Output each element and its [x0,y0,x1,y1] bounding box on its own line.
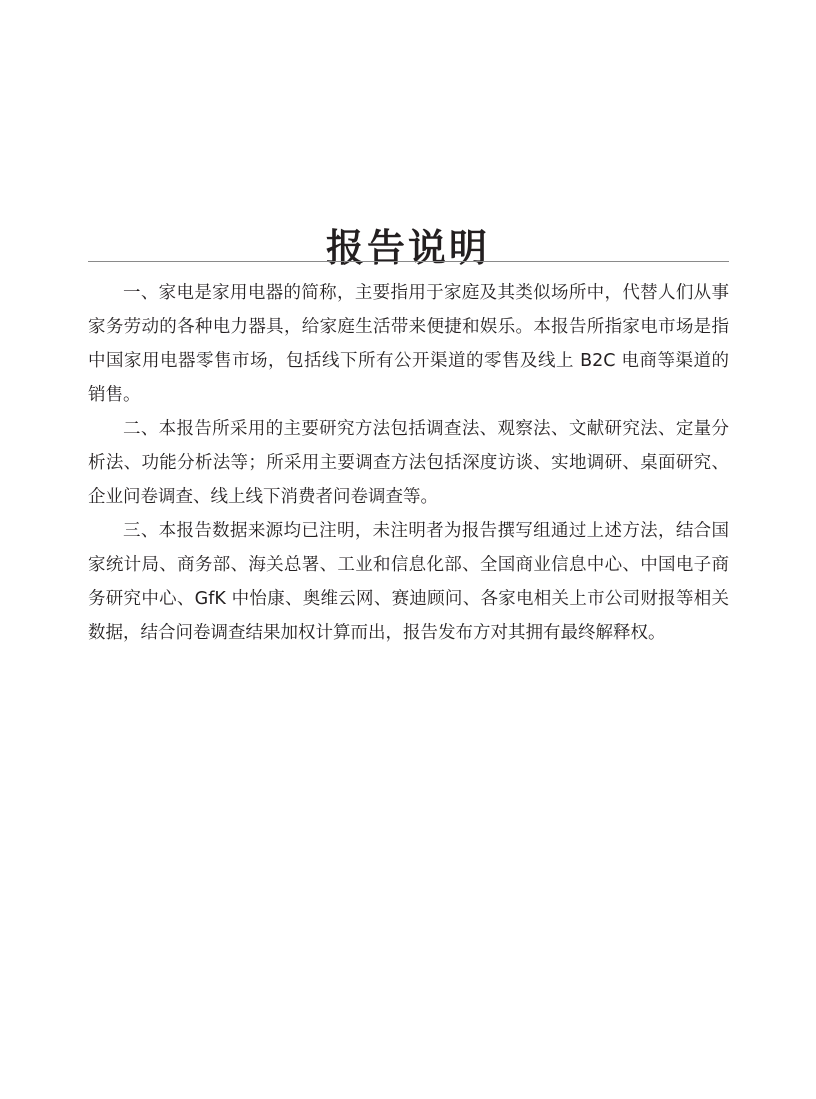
page-title: 报告说明 [325,225,490,271]
title-divider [88,261,729,262]
paragraph-definition: 一、家电是家用电器的简称，主要指用于家庭及其类似场所中，代替人们从事家务劳动的各种电力器具，给家庭生活带来便捷和娱乐。本报告所指家电市场是指中国家用电器零售市场，包括线下所有公开渠道的零售及线上 B2C 电商等渠道的销售。 [88,283,729,405]
paragraph-sources: 三、本报告数据来源均已注明，未注明者为报告撰写组通过上述方法，结合国家统计局、商务部、海关总署、工业和信息化部、全国商业信息中心、中国电子商务研究中心、GfK 中怡康、奥维云网、赛迪顾问、各家电相关上市公司财报等相关数据，结合问卷调查结果加权计算而出，报告发布方对其拥有最终解释权。 [88,521,729,643]
report-notes [88,276,729,650]
paragraph-methods: 二、本报告所采用的主要研究方法包括调查法、观察法、文献研究法、定量分析法、功能分析法等；所采用主要调查方法包括深度访谈、实地调研、桌面研究、企业问卷调查、线上线下消费者问卷调查等。 [88,419,729,507]
